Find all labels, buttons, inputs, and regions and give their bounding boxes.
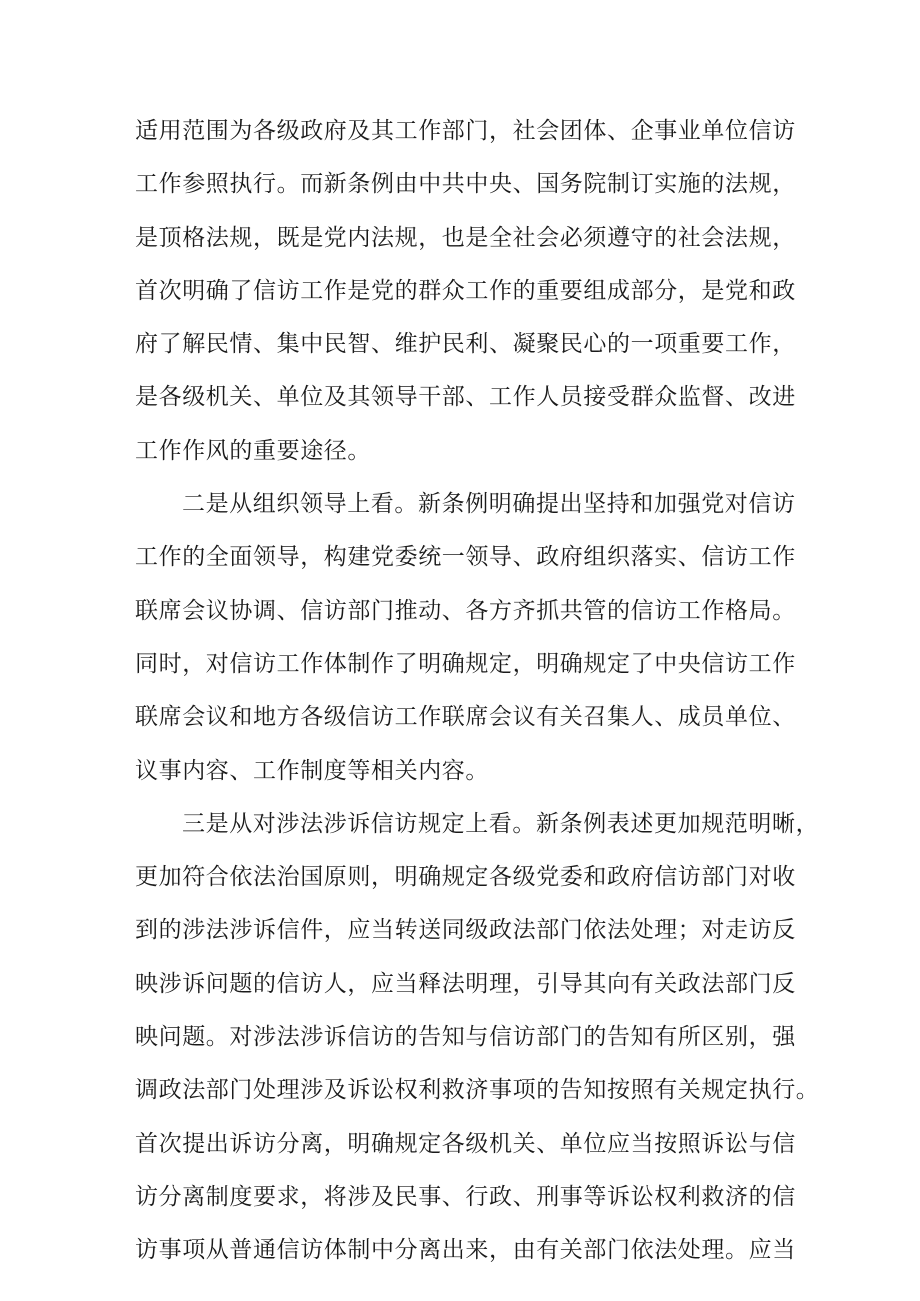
- text-line: 工作参照执行。而新条例由中共中央、国务院制订实施的法规，: [135, 171, 796, 198]
- text-line: 联席会议协调、信访部门推动、各方齐抓共管的信访工作格局。: [135, 597, 796, 624]
- text-line: 二是从组织领导上看。新条例明确提出坚持和加强党对信访: [182, 491, 796, 518]
- text-line: 首次提出诉访分离，明确规定各级机关、单位应当按照诉讼与信: [135, 1130, 796, 1157]
- paragraph-organizational-leadership: [135, 478, 800, 798]
- text-line: 三是从对涉法涉诉信访规定上看。新条例表述更加规范明晰，: [182, 810, 820, 837]
- text-line: 调政法部门处理涉及诉讼权利救济事项的告知按照有关规定执行。: [135, 1077, 820, 1104]
- text-line: 是顶格法规，既是党内法规，也是全社会必须遵守的社会法规，: [135, 224, 796, 251]
- text-line: 同时，对信访工作体制作了明确规定，明确规定了中央信访工作: [135, 650, 796, 677]
- paragraph-scope: [135, 105, 800, 478]
- text-line: 访分离制度要求，将涉及民事、行政、刑事等诉讼权利救济的信: [135, 1183, 796, 1210]
- text-line: 府了解民情、集中民智、维护民利、凝聚民心的一项重要工作，: [135, 331, 796, 358]
- text-line: 映涉诉问题的信访人，应当释法明理，引导其向有关政法部门反: [135, 970, 796, 997]
- text-line: 适用范围为各级政府及其工作部门，社会团体、企事业单位信访: [135, 118, 796, 144]
- text-line: 议事内容、工作制度等相关内容。: [135, 757, 489, 784]
- text-line: 更加符合依法治国原则，明确规定各级党委和政府信访部门对收: [135, 864, 796, 891]
- text-line: 是各级机关、单位及其领导干部、工作人员接受群众监督、改进: [135, 384, 796, 411]
- text-line: 首次明确了信访工作是党的群众工作的重要组成部分，是党和政: [135, 277, 796, 304]
- text-line: 映问题。对涉法涉诉信访的告知与信访部门的告知有所区别，强: [135, 1024, 796, 1051]
- text-line: 工作的全面领导，构建党委统一领导、政府组织落实、信访工作: [135, 544, 796, 571]
- text-line: 工作作风的重要途径。: [135, 437, 371, 464]
- text-line: 到的涉法涉诉信件，应当转送同级政法部门依法处理；对走访反: [135, 917, 796, 944]
- text-line: 访事项从普通信访体制中分离出来，由有关部门依法处理。应当: [135, 1237, 796, 1264]
- document-body: [135, 105, 820, 1278]
- text-line: 联席会议和地方各级信访工作联席会议有关召集人、成员单位、: [135, 704, 796, 731]
- paragraph-legal-petitions: [135, 798, 820, 1278]
